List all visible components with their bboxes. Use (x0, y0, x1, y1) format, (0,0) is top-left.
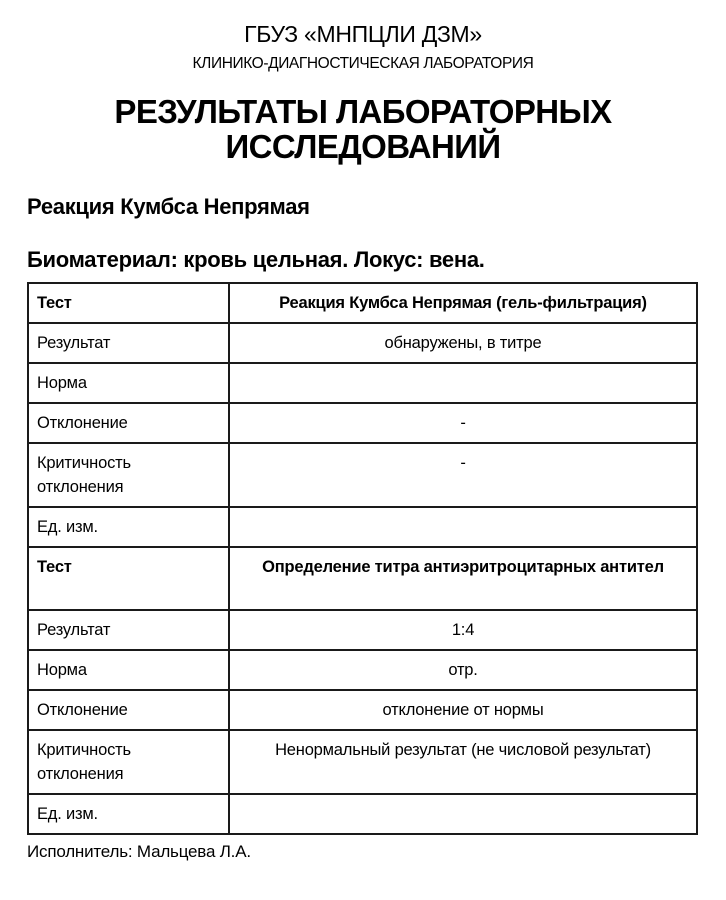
table-row-deviation (28, 403, 697, 443)
row-value: - (229, 443, 697, 507)
section-title: Реакция Кумбса Непрямая (27, 194, 310, 219)
row-label: Отклонение (28, 403, 229, 443)
row-label: Ед. изм. (28, 794, 229, 834)
organization-name: ГБУЗ «МНПЦЛИ ДЗМ» (244, 21, 482, 47)
row-value (229, 363, 697, 403)
row-label: Критичность отклонения (28, 730, 229, 794)
table-row-criticality (28, 443, 697, 507)
table-row-norm (28, 363, 697, 403)
table-row-norm (28, 650, 697, 690)
row-value: Определение титра антиэритроцитарных антител (229, 547, 697, 610)
row-value (229, 507, 697, 547)
row-value: отр. (229, 650, 697, 690)
biomaterial-info: Биоматериал: кровь цельная. Локус: вена. (27, 247, 485, 272)
row-label: Результат (28, 323, 229, 363)
row-label: Тест (28, 283, 229, 323)
row-value (229, 794, 697, 834)
row-label: Результат (28, 610, 229, 650)
row-label: Отклонение (28, 690, 229, 730)
table-row-unit (28, 507, 697, 547)
row-value: обнаружены, в титре (229, 323, 697, 363)
row-value: - (229, 403, 697, 443)
row-value: 1:4 (229, 610, 697, 650)
executor-signature-line: Исполнитель: Мальцева Л.А. (27, 842, 251, 861)
table-row-test-header (28, 283, 697, 323)
table-row-test-header (28, 547, 697, 610)
table-row-criticality (28, 730, 697, 794)
results-table (27, 282, 698, 835)
table-row-unit (28, 794, 697, 834)
row-value: Реакция Кумбса Непрямая (гель-фильтрация) (229, 283, 697, 323)
document-title-line-2: ИССЛЕДОВАНИЙ (225, 128, 501, 165)
row-label: Критичность отклонения (28, 443, 229, 507)
department-name: КЛИНИКО-ДИАГНОСТИЧЕСКАЯ ЛАБОРАТОРИЯ (192, 55, 534, 72)
table-row-result (28, 610, 697, 650)
table-row-result (28, 323, 697, 363)
row-label: Тест (28, 547, 229, 610)
row-value: отклонение от нормы (229, 690, 697, 730)
row-label: Ед. изм. (28, 507, 229, 547)
document-title (0, 94, 726, 164)
row-value: Ненормальный результат (не числовой результат) (229, 730, 697, 794)
row-label: Норма (28, 650, 229, 690)
table-row-deviation (28, 690, 697, 730)
document-title-line-1: РЕЗУЛЬТАТЫ ЛАБОРАТОРНЫХ (114, 93, 612, 130)
row-label: Норма (28, 363, 229, 403)
